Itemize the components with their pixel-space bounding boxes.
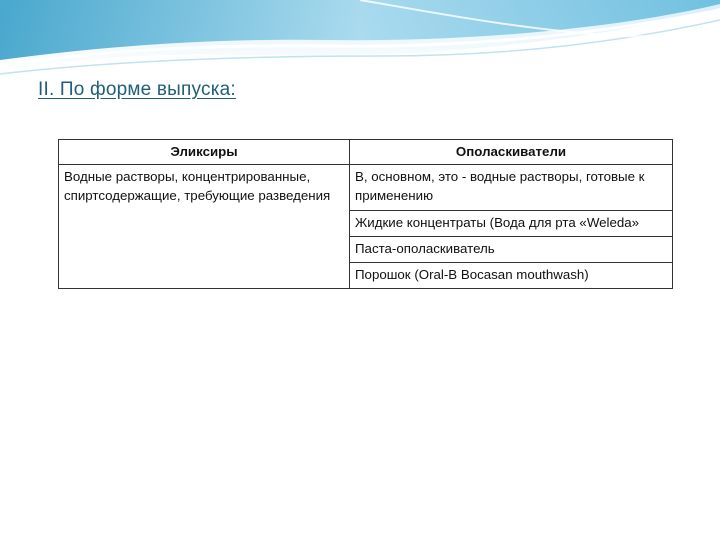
rinse-row-3: Паста-ополаскиватель <box>350 236 673 262</box>
table-header-row <box>59 140 673 165</box>
comparison-table <box>58 139 673 289</box>
table-row <box>59 165 673 211</box>
elixirs-description-cell: Водные растворы, концентрированные, спиртсодержащие, требующие разведения <box>59 165 350 289</box>
rinse-row-2: Жидкие концентраты (Вода для рта «Weleda» <box>350 210 673 236</box>
header-elixirs: Эликсиры <box>59 140 350 165</box>
rinse-row-1: В, основном, это - водные растворы, готовые к применению <box>350 165 673 211</box>
slide-title: II. По форме выпуска: <box>38 79 236 100</box>
header-rinses: Ополаскиватели <box>350 140 673 165</box>
rinse-row-4: Порошок (Oral-B Bocasan mouthwash) <box>350 262 673 288</box>
header-wave-decoration <box>0 0 720 90</box>
